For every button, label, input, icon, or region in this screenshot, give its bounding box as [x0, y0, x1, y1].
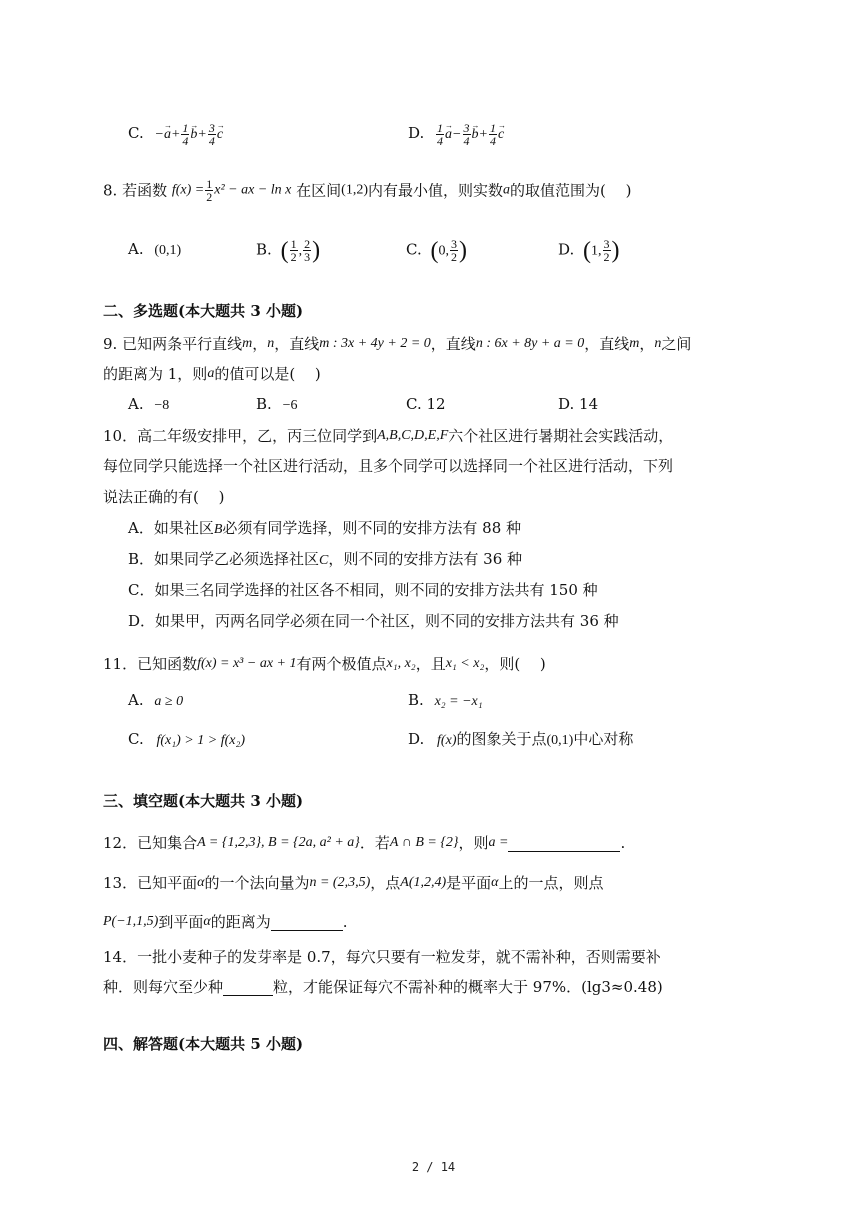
q10-stem-line3: 说法正确的有( ) — [103, 488, 225, 506]
q8-option-b: B. ( $\frac{1}{2}$ , $\frac{2}{3}$ ) — [256, 237, 321, 264]
q9-option-b: B. −6 — [256, 395, 298, 413]
q8-a-value: (0,1) — [154, 243, 182, 258]
option-label: D. — [408, 124, 425, 142]
q11-option-b: B. x₂ = −x₁ — [408, 691, 483, 709]
q8-var: a — [503, 182, 511, 198]
q8-suffix: 的取值范围为( ) — [510, 181, 632, 200]
q8-mid: 在区间 — [296, 181, 342, 200]
option-label: C. — [406, 240, 422, 259]
q9-stem-line1: 9. 已知两条平行直线m，n，直线m : 3x + 4y + 2 = 0，直线n : 6x + 8y + a = 0，直线m，n之间 — [103, 335, 692, 353]
q7-d-expr: $\frac{1}{4}$ → a− $\frac{3}{4}$ → b+ $\frac{1}{4}$ → c — [435, 127, 504, 142]
q9-option-d: D. 14 — [558, 395, 599, 413]
q8-func: f(x) = — [171, 182, 205, 198]
q11-option-d: D. f(x)的图象关于点(0,1)中心对称 — [408, 730, 634, 748]
section-heading-4: 四、解答题(本大题共 5 小题) — [103, 1035, 304, 1053]
q8-func-rest: x² − ax − ln x — [214, 182, 292, 198]
q8-mid2: 内有最小值，则实数 — [368, 181, 504, 200]
q14-stem-line1: 14．一批小麦种子的发芽率是 0.7，每穴只要有一粒发芽，就不需补种，否则需要补 — [103, 948, 661, 966]
q9-option-c: C. 12 — [406, 395, 446, 413]
q8-half: $\frac{1}{2}$ — [206, 177, 213, 204]
section-heading-3: 三、填空题(本大题共 3 小题) — [103, 792, 304, 810]
option-label: B. — [256, 240, 272, 259]
option-label: D. — [558, 240, 575, 259]
q11-option-a: A. a ≥ 0 — [128, 691, 184, 709]
q8-interval: (1,2) — [341, 182, 368, 198]
q13-stem-line2: P(−1,1,5)到平面α的距离为 . — [103, 913, 348, 931]
answer-blank[interactable] — [223, 979, 273, 996]
q8-option-a — [128, 238, 181, 262]
q8-stem — [103, 178, 632, 203]
q10-option-d: D．如果甲，丙两名同学必须在同一个社区，则不同的安排方法共有 36 种 — [128, 612, 619, 630]
q13-stem-line1: 13．已知平面α的一个法向量为n = (2,3,5)，点A(1,2,4)是平面α上的一点，则点 — [103, 874, 604, 892]
q10-option-b: B．如果同学乙必须选择社区C，则不同的安排方法有 36 种 — [128, 550, 522, 568]
q7-c-expr: −→ a+ $\frac{1}{4}$ → b+ $\frac{3}{4}$ → c — [155, 127, 224, 142]
option-label: C. — [128, 124, 144, 142]
q9-option-a: A. −8 — [128, 395, 170, 413]
q10-option-c: C．如果三名同学选择的社区各不相同，则不同的安排方法共有 150 种 — [128, 581, 598, 599]
answer-blank[interactable] — [508, 835, 620, 852]
q10-stem-line2: 每位同学只能选择一个社区进行活动，且多个同学可以选择同一个社区进行活动，下列 — [103, 457, 674, 475]
page-number: 2 / 14 — [411, 1160, 456, 1174]
q11-option-c: C. f(x₁) > 1 > f(x₂) — [128, 730, 245, 748]
option-label: A. — [128, 240, 144, 258]
q10-option-a: A．如果社区B必须有同学选择，则不同的安排方法有 88 种 — [128, 519, 522, 537]
q9-stem-line2: 的距离为 1，则a的值可以是( ) — [103, 365, 321, 383]
q7-option-d — [408, 122, 504, 147]
q7-option-c — [128, 122, 223, 147]
q8-option-c: C. (0, $\frac{3}{2}$ ) — [406, 237, 467, 264]
answer-blank[interactable] — [271, 914, 343, 931]
section-heading-2: 二、多选题(本大题共 3 小题) — [103, 302, 304, 320]
q10-stem-line1: 10．高二年级安排甲，乙，丙三位同学到A,B,C,D,E,F六个社区进行暑期社会实践活动， — [103, 427, 674, 445]
q14-stem-line2: 种．则每穴至少种 粒，才能保证每穴不需补种的概率大于 97%．(lg3≈0.48) — [103, 978, 663, 996]
q8-option-d: D. (1, $\frac{3}{2}$ ) — [558, 237, 620, 264]
q11-stem: 11．已知函数f(x) = x³ − ax + 1有两个极值点x₁, x₂，且x₁ < x₂，则( ) — [103, 655, 546, 673]
q12-stem: 12．已知集合A = {1,2,3}, B = {2a, a² + a}．若A ∩ B = {2}，则a = . — [103, 834, 626, 852]
q8-prefix: 8. 若函数 — [103, 181, 168, 200]
